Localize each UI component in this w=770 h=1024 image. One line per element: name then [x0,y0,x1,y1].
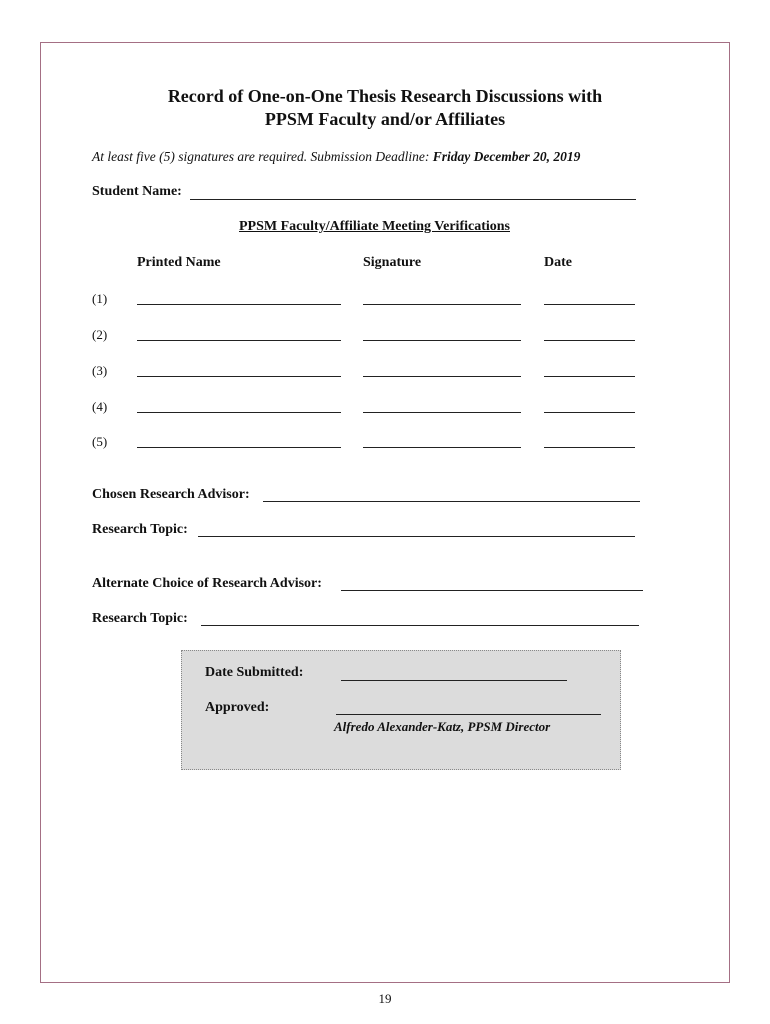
deadline: Friday December 20, 2019 [432,149,581,164]
research-topic-field[interactable] [198,536,635,537]
date-field[interactable] [544,447,635,448]
student-name-field[interactable] [190,199,636,200]
signature-field[interactable] [363,412,521,413]
column-date: Date [544,255,572,270]
verification-heading: PPSM Faculty/Affiliate Meeting Verifications [239,219,510,234]
printed-name-field[interactable] [137,304,341,305]
printed-name-field[interactable] [137,412,341,413]
printed-name-field[interactable] [137,447,341,448]
date-field[interactable] [544,304,635,305]
alternate-advisor-label: Alternate Choice of Research Advisor: [92,576,322,591]
advisor-field[interactable] [263,501,640,502]
alternate-topic-field[interactable] [201,625,639,626]
date-submitted-label: Date Submitted: [205,665,304,680]
date-submitted-field[interactable] [341,680,567,681]
approval-signature-field[interactable] [336,714,601,715]
column-printed-name: Printed Name [137,255,221,270]
date-field[interactable] [544,376,635,377]
advisor-label: Chosen Research Advisor: [92,487,250,502]
signature-field[interactable] [363,447,521,448]
research-topic-label: Research Topic: [92,522,188,537]
row-number: (1) [92,291,108,306]
signature-field[interactable] [363,340,521,341]
page-number: 19 [378,991,392,1006]
row-number: (4) [92,399,108,414]
printed-name-field[interactable] [137,376,341,377]
title-line-1: Record of One-on-One Thesis Research Discussions with [167,86,603,106]
student-name-label: Student Name: [92,184,182,199]
title-line-2: PPSM Faculty and/or Affiliates [264,109,506,129]
signature-field[interactable] [363,376,521,377]
approved-label: Approved: [205,700,270,715]
date-field[interactable] [544,340,635,341]
director-name: Alfredo Alexander-Katz, PPSM Director [334,719,551,734]
date-field[interactable] [544,412,635,413]
alternate-advisor-field[interactable] [341,590,643,591]
row-number: (2) [92,327,108,342]
intro-text: At least five (5) signatures are required. Submission Deadline: Friday December 20, 2019 [92,149,581,164]
alternate-topic-label: Research Topic: [92,611,188,626]
signature-field[interactable] [363,304,521,305]
row-number: (5) [92,434,108,449]
column-signature: Signature [363,255,422,270]
row-number: (3) [92,363,108,378]
printed-name-field[interactable] [137,340,341,341]
